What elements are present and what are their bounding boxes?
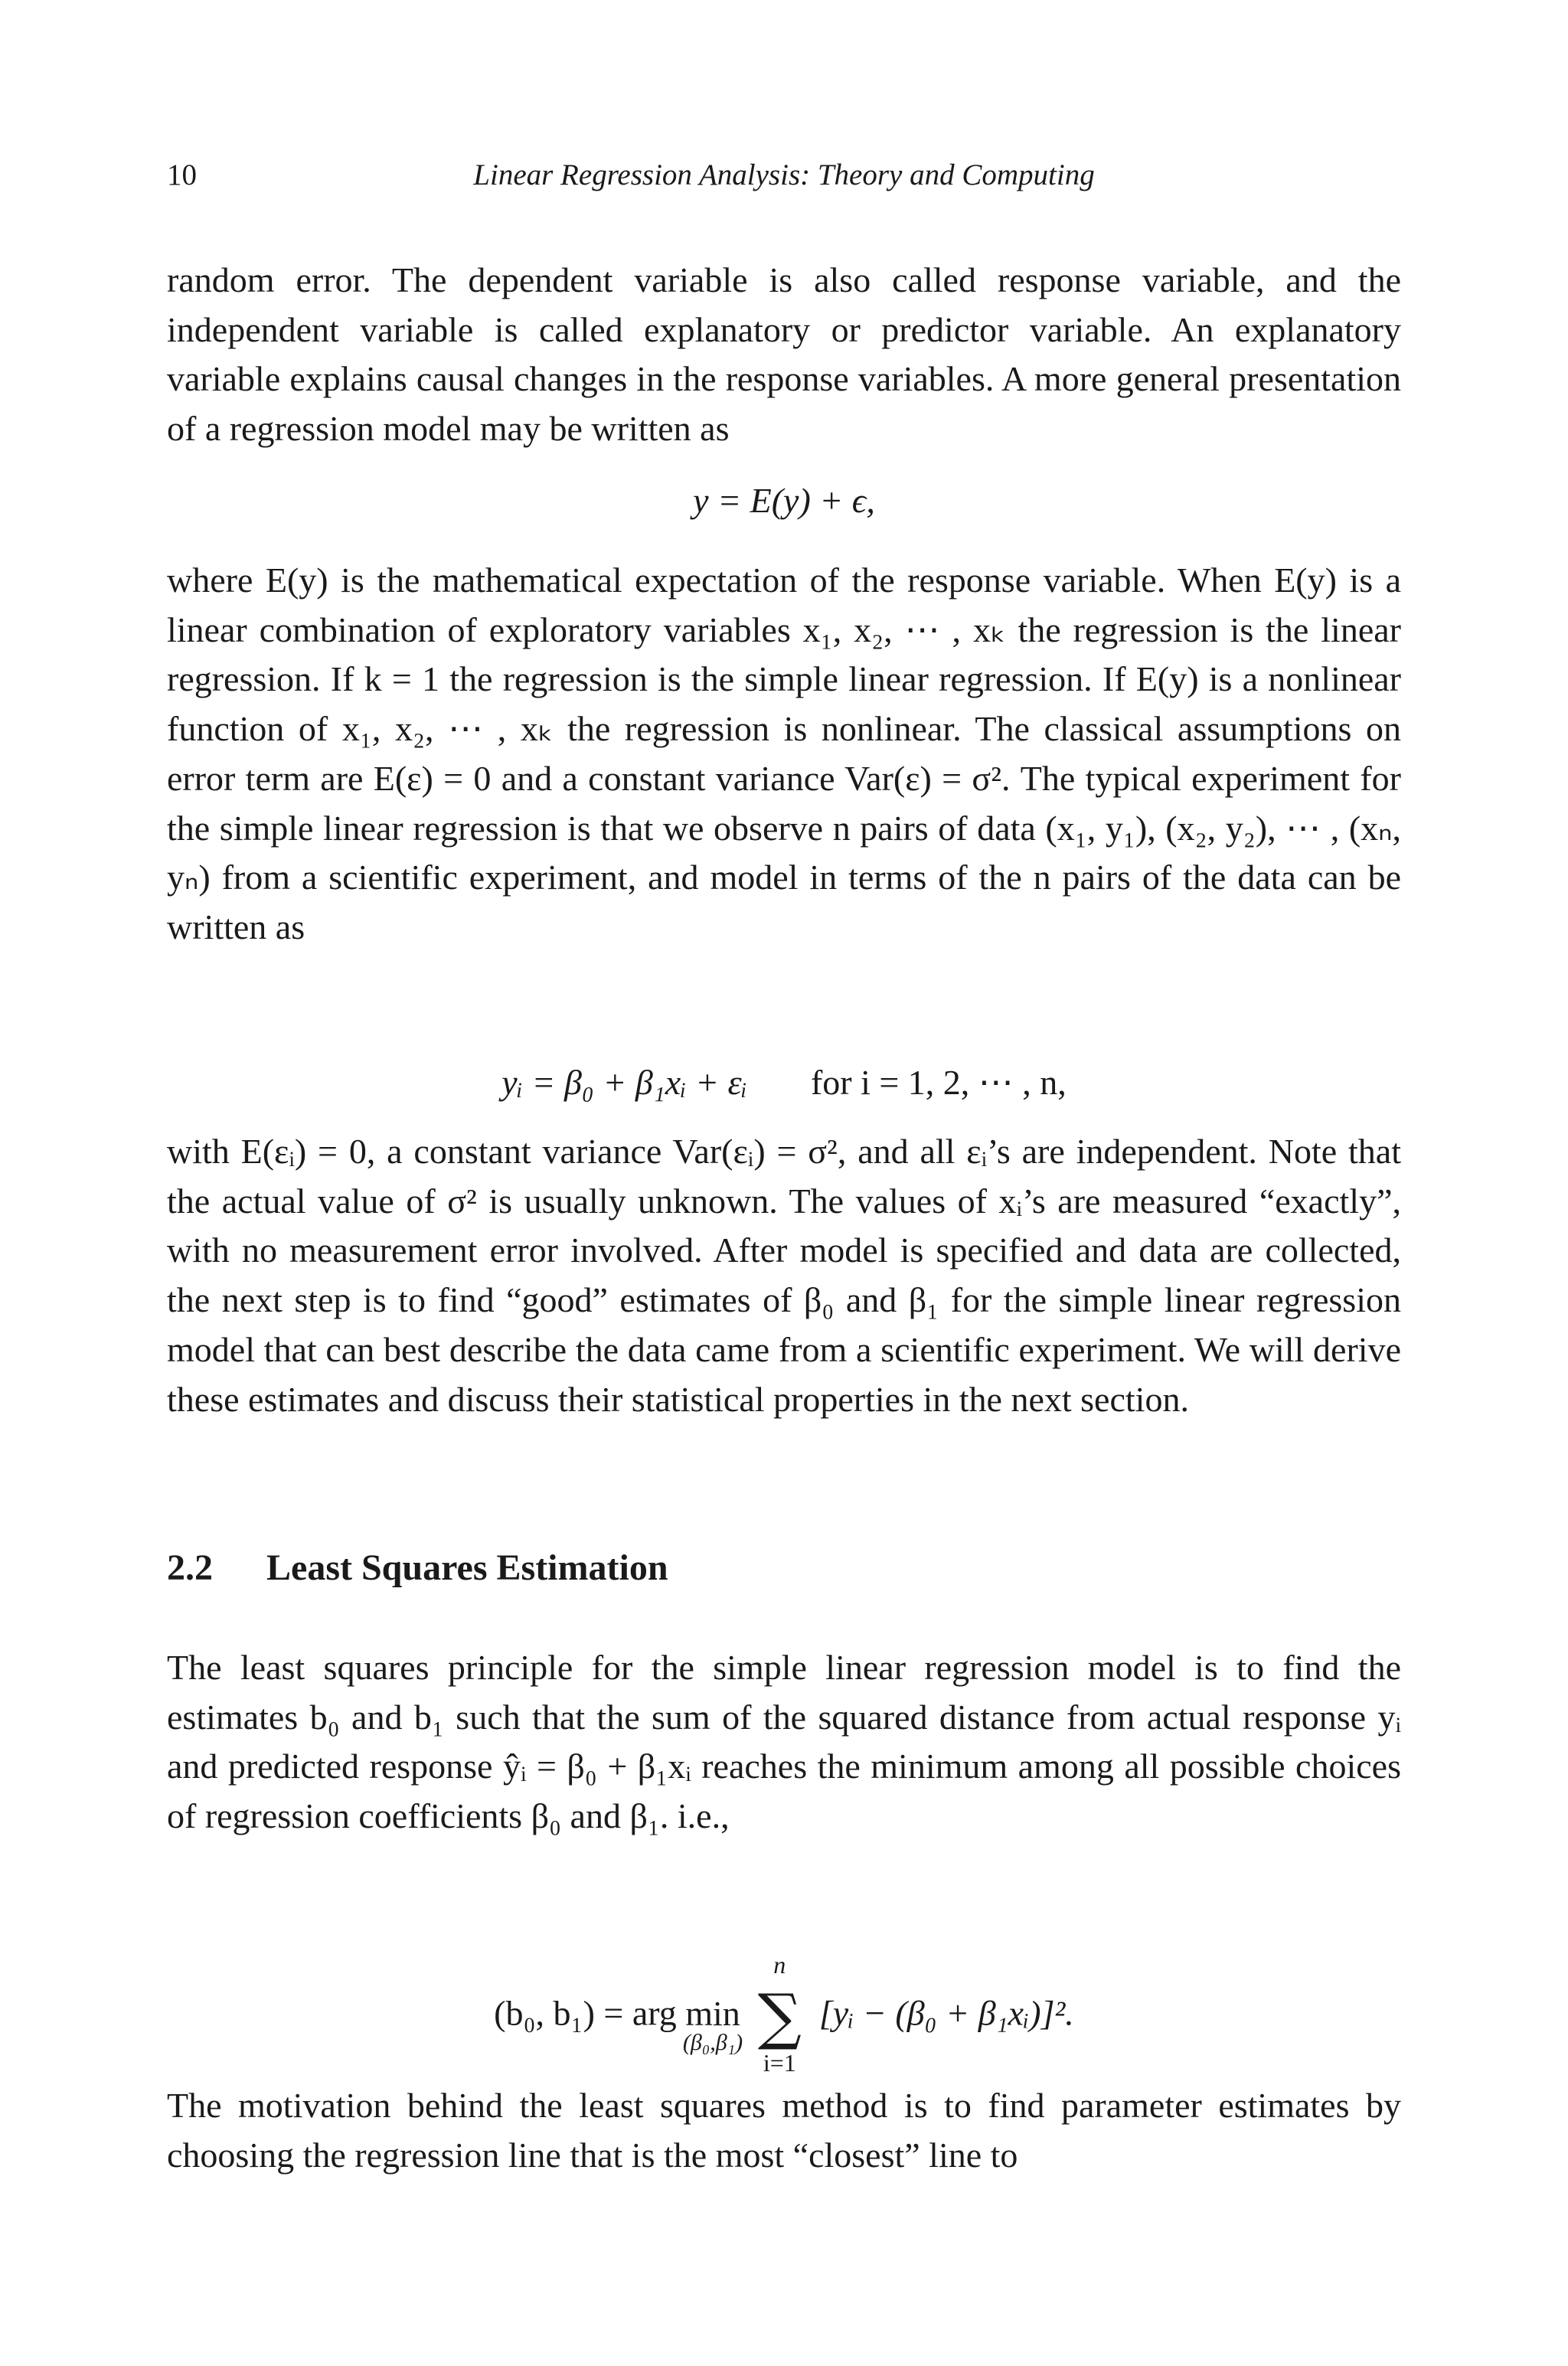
sum-lower-limit: i=1 [763, 2049, 796, 2077]
min-subscript: (β₀,β₁) [682, 2029, 743, 2055]
section-heading [167, 1547, 1401, 1589]
equation-3-summand: [yᵢ − (β₀ + β₁xᵢ)]². [818, 1993, 1074, 2033]
section-title: Least Squares Estimation [266, 1547, 668, 1588]
min-label: min [685, 1993, 740, 2033]
equation-3 [167, 1945, 1401, 2083]
equation-1: y = E(y) + ϵ, [693, 481, 875, 520]
sigma-symbol: ∑ [757, 1981, 802, 2052]
equation-3-lhs: (b₀, b₁) = arg [494, 1993, 677, 2033]
min-operator [682, 1993, 743, 2055]
paragraph-5: The motivation behind the least squares method is to find parameter estimates by choosing the regression line that is the most “closest” line to [167, 2086, 1401, 2175]
page-header [167, 158, 1401, 196]
section-number: 2.2 [167, 1547, 213, 1588]
summation-operator [749, 1951, 810, 2077]
equation-2-lhs: yᵢ = β₀ + β₁xᵢ + εᵢ [501, 1063, 747, 1102]
running-title: Linear Regression Analysis: Theory and Computing [473, 158, 1095, 191]
paragraph-4: The least squares principle for the simple linear regression model is to find the estimates b₀ and b₁ such that the sum of the squared distance from actual response yᵢ and predicted response ŷᵢ = β₀ + β₁xᵢ reaches the minimum among all possible choices of regression coefficients β₀ and β₁. i.e., [167, 1648, 1401, 1836]
equation-2 [167, 1058, 1401, 1107]
paragraph-2: where E(y) is the mathematical expectation of the response variable. When E(y) is a linear combination of exploratory variables x₁, x₂, ⋯ , xₖ the regression is the linear regression. If k = 1 the regression is the simple linear regression. If E(y) is a nonlinear function of x₁, x₂, ⋯ , xₖ the regression is nonlinear. The classical assumptions on error term are E(ε) = 0 and a constant variance Var(ε) = σ². The typical experiment for the simple linear regression is that we observe n pairs of data (x₁, y₁), (x₂, y₂), ⋯ , (xₙ, yₙ) from a scientific experiment, and model in terms of the n pairs of the data can be written as [167, 560, 1401, 946]
equation-2-condition: for i = 1, 2, ⋯ , n, [810, 1063, 1067, 1102]
paragraph-1: random error. The dependent variable is also called response variable, and the independent variable is called explanatory or predictor variable. An explanatory variable explains causal changes in the response variables. A more general presentation of a regression model may be written as [167, 260, 1401, 449]
sum-upper-limit: n [773, 1951, 786, 1979]
page-number: 10 [167, 158, 197, 191]
paragraph-3: with E(εᵢ) = 0, a constant variance Var(εᵢ) = σ², and all εᵢ’s are independent. Note that the actual value of σ² is usually unknown. The values of xᵢ’s are measured “exactly”, with no measurement error involved. After model is specified and data are collected, the next step is to find “good” estimates of β₀ and β₁ for the simple linear regression model that can best describe the data came from a scientific experiment. We will derive these estimates and discuss their statistical properties in the next section. [167, 1132, 1401, 1419]
